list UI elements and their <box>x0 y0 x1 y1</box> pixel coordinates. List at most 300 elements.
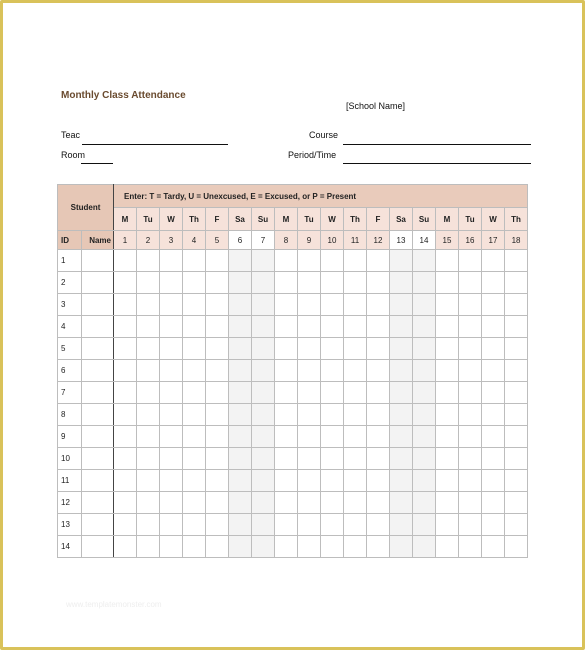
attendance-cell[interactable] <box>275 316 298 338</box>
attendance-cell[interactable] <box>344 250 367 272</box>
attendance-cell[interactable] <box>229 360 252 382</box>
attendance-cell[interactable] <box>344 470 367 492</box>
attendance-cell[interactable] <box>505 316 528 338</box>
attendance-cell[interactable] <box>160 492 183 514</box>
attendance-cell[interactable] <box>183 316 206 338</box>
attendance-cell[interactable] <box>459 360 482 382</box>
date-header: 5 <box>206 231 229 250</box>
attendance-cell[interactable] <box>252 536 275 558</box>
attendance-cell[interactable] <box>206 470 229 492</box>
attendance-cell[interactable] <box>482 338 505 360</box>
attendance-cell[interactable] <box>298 382 321 404</box>
course-field-line[interactable] <box>343 144 531 145</box>
attendance-cell[interactable] <box>275 404 298 426</box>
attendance-cell[interactable] <box>482 492 505 514</box>
attendance-cell[interactable] <box>160 426 183 448</box>
attendance-cell[interactable] <box>321 514 344 536</box>
attendance-cell[interactable] <box>482 470 505 492</box>
attendance-cell[interactable] <box>413 470 436 492</box>
attendance-cell[interactable] <box>482 536 505 558</box>
day-header: Th <box>505 208 528 231</box>
attendance-cell[interactable] <box>114 316 137 338</box>
attendance-cell[interactable] <box>229 404 252 426</box>
attendance-cell[interactable] <box>344 338 367 360</box>
attendance-cell[interactable] <box>390 426 413 448</box>
attendance-cell[interactable] <box>344 426 367 448</box>
attendance-cell[interactable] <box>298 426 321 448</box>
table-row <box>58 492 528 514</box>
attendance-cell[interactable] <box>137 514 160 536</box>
attendance-cell[interactable] <box>206 426 229 448</box>
attendance-cell[interactable] <box>505 514 528 536</box>
attendance-cell[interactable] <box>252 470 275 492</box>
attendance-cell[interactable] <box>298 316 321 338</box>
attendance-cell[interactable] <box>459 316 482 338</box>
attendance-cell[interactable] <box>505 536 528 558</box>
attendance-cell[interactable] <box>114 250 137 272</box>
attendance-cell[interactable] <box>229 470 252 492</box>
attendance-cell[interactable] <box>114 492 137 514</box>
room-field-line[interactable] <box>81 163 113 164</box>
attendance-cell[interactable] <box>413 382 436 404</box>
attendance-cell[interactable] <box>229 294 252 316</box>
attendance-cell[interactable] <box>367 360 390 382</box>
student-id-cell[interactable]: 7 <box>58 382 82 404</box>
attendance-cell[interactable] <box>367 536 390 558</box>
attendance-cell[interactable] <box>183 492 206 514</box>
attendance-cell[interactable] <box>137 250 160 272</box>
attendance-cell[interactable] <box>229 338 252 360</box>
attendance-cell[interactable] <box>252 448 275 470</box>
attendance-cell[interactable] <box>321 448 344 470</box>
attendance-cell[interactable] <box>183 250 206 272</box>
attendance-cell[interactable] <box>367 294 390 316</box>
date-header: 16 <box>459 231 482 250</box>
attendance-cell[interactable] <box>114 382 137 404</box>
attendance-cell[interactable] <box>459 404 482 426</box>
student-id-cell[interactable]: 9 <box>58 426 82 448</box>
attendance-cell[interactable] <box>436 294 459 316</box>
attendance-cell[interactable] <box>436 382 459 404</box>
student-name-cell[interactable] <box>82 250 114 272</box>
attendance-cell[interactable] <box>459 492 482 514</box>
attendance-cell[interactable] <box>206 514 229 536</box>
attendance-cell[interactable] <box>275 338 298 360</box>
attendance-cell[interactable] <box>252 382 275 404</box>
attendance-cell[interactable] <box>367 514 390 536</box>
attendance-cell[interactable] <box>275 360 298 382</box>
attendance-cell[interactable] <box>390 492 413 514</box>
attendance-cell[interactable] <box>367 492 390 514</box>
attendance-cell[interactable] <box>321 404 344 426</box>
teacher-field-line[interactable] <box>82 144 228 145</box>
student-name-cell[interactable] <box>82 360 114 382</box>
attendance-cell[interactable] <box>436 536 459 558</box>
attendance-cell[interactable] <box>206 294 229 316</box>
student-id-cell[interactable]: 1 <box>58 250 82 272</box>
attendance-cell[interactable] <box>413 272 436 294</box>
attendance-cell[interactable] <box>137 492 160 514</box>
attendance-cell[interactable] <box>367 448 390 470</box>
student-name-cell[interactable] <box>82 382 114 404</box>
attendance-cell[interactable] <box>275 272 298 294</box>
attendance-cell[interactable] <box>321 338 344 360</box>
attendance-cell[interactable] <box>459 536 482 558</box>
attendance-cell[interactable] <box>252 492 275 514</box>
attendance-cell[interactable] <box>436 492 459 514</box>
attendance-cell[interactable] <box>505 294 528 316</box>
attendance-cell[interactable] <box>252 404 275 426</box>
attendance-cell[interactable] <box>459 250 482 272</box>
attendance-cell[interactable] <box>252 294 275 316</box>
attendance-cell[interactable] <box>436 272 459 294</box>
attendance-cell[interactable] <box>482 272 505 294</box>
attendance-cell[interactable] <box>275 514 298 536</box>
attendance-cell[interactable] <box>160 272 183 294</box>
attendance-cell[interactable] <box>137 272 160 294</box>
attendance-cell[interactable] <box>160 294 183 316</box>
attendance-cell[interactable] <box>390 382 413 404</box>
attendance-cell[interactable] <box>505 470 528 492</box>
student-name-cell[interactable] <box>82 338 114 360</box>
attendance-cell[interactable] <box>160 360 183 382</box>
student-id-cell[interactable]: 2 <box>58 272 82 294</box>
attendance-cell[interactable] <box>114 338 137 360</box>
attendance-cell[interactable] <box>206 448 229 470</box>
attendance-cell[interactable] <box>321 382 344 404</box>
attendance-cell[interactable] <box>114 294 137 316</box>
attendance-cell[interactable] <box>459 470 482 492</box>
attendance-cell[interactable] <box>206 382 229 404</box>
attendance-cell[interactable] <box>482 360 505 382</box>
attendance-cell[interactable] <box>413 316 436 338</box>
attendance-cell[interactable] <box>275 492 298 514</box>
attendance-cell[interactable] <box>275 448 298 470</box>
table-row <box>58 272 528 294</box>
date-header: 14 <box>413 231 436 250</box>
attendance-cell[interactable] <box>206 492 229 514</box>
attendance-cell[interactable] <box>114 404 137 426</box>
attendance-cell[interactable] <box>183 536 206 558</box>
attendance-cell[interactable] <box>160 250 183 272</box>
attendance-cell[interactable] <box>505 448 528 470</box>
student-name-cell[interactable] <box>82 294 114 316</box>
attendance-cell[interactable] <box>298 338 321 360</box>
attendance-cell[interactable] <box>114 514 137 536</box>
attendance-cell[interactable] <box>413 514 436 536</box>
attendance-cell[interactable] <box>344 360 367 382</box>
student-id-cell[interactable]: 8 <box>58 404 82 426</box>
attendance-cell[interactable] <box>390 470 413 492</box>
attendance-cell[interactable] <box>137 404 160 426</box>
attendance-cell[interactable] <box>137 360 160 382</box>
attendance-cell[interactable] <box>275 250 298 272</box>
attendance-cell[interactable] <box>482 316 505 338</box>
attendance-cell[interactable] <box>321 426 344 448</box>
attendance-cell[interactable] <box>321 492 344 514</box>
attendance-cell[interactable] <box>160 514 183 536</box>
attendance-cell[interactable] <box>390 404 413 426</box>
attendance-cell[interactable] <box>206 338 229 360</box>
attendance-cell[interactable] <box>505 272 528 294</box>
attendance-cell[interactable] <box>367 404 390 426</box>
attendance-cell[interactable] <box>137 426 160 448</box>
attendance-cell[interactable] <box>321 536 344 558</box>
attendance-cell[interactable] <box>206 404 229 426</box>
attendance-cell[interactable] <box>252 272 275 294</box>
date-header: 4 <box>183 231 206 250</box>
attendance-cell[interactable] <box>206 316 229 338</box>
attendance-cell[interactable] <box>183 514 206 536</box>
attendance-cell[interactable] <box>183 470 206 492</box>
attendance-cell[interactable] <box>229 316 252 338</box>
attendance-cell[interactable] <box>275 536 298 558</box>
attendance-cell[interactable] <box>252 514 275 536</box>
attendance-cell[interactable] <box>114 272 137 294</box>
attendance-cell[interactable] <box>390 514 413 536</box>
attendance-cell[interactable] <box>160 382 183 404</box>
attendance-cell[interactable] <box>436 360 459 382</box>
attendance-cell[interactable] <box>505 492 528 514</box>
student-id-cell[interactable]: 5 <box>58 338 82 360</box>
id-header: ID <box>58 231 82 250</box>
period-time-field-line[interactable] <box>343 163 531 164</box>
attendance-cell[interactable] <box>482 382 505 404</box>
attendance-cell[interactable] <box>137 382 160 404</box>
attendance-cell[interactable] <box>367 316 390 338</box>
attendance-cell[interactable] <box>252 426 275 448</box>
attendance-cell[interactable] <box>505 382 528 404</box>
attendance-cell[interactable] <box>459 272 482 294</box>
attendance-cell[interactable] <box>505 404 528 426</box>
attendance-cell[interactable] <box>459 514 482 536</box>
attendance-cell[interactable] <box>413 426 436 448</box>
attendance-cell[interactable] <box>436 338 459 360</box>
attendance-cell[interactable] <box>436 404 459 426</box>
attendance-cell[interactable] <box>229 448 252 470</box>
attendance-cell[interactable] <box>252 338 275 360</box>
attendance-cell[interactable] <box>436 470 459 492</box>
attendance-cell[interactable] <box>459 338 482 360</box>
attendance-cell[interactable] <box>137 536 160 558</box>
student-name-cell[interactable] <box>82 426 114 448</box>
attendance-cell[interactable] <box>367 250 390 272</box>
student-id-cell[interactable]: 10 <box>58 448 82 470</box>
attendance-cell[interactable] <box>114 448 137 470</box>
attendance-cell[interactable] <box>482 404 505 426</box>
attendance-cell[interactable] <box>344 514 367 536</box>
attendance-cell[interactable] <box>206 250 229 272</box>
attendance-cell[interactable] <box>321 250 344 272</box>
attendance-cell[interactable] <box>413 250 436 272</box>
attendance-cell[interactable] <box>252 360 275 382</box>
attendance-cell[interactable] <box>298 404 321 426</box>
student-name-cell[interactable] <box>82 404 114 426</box>
attendance-cell[interactable] <box>390 536 413 558</box>
attendance-cell[interactable] <box>413 360 436 382</box>
attendance-cell[interactable] <box>344 272 367 294</box>
attendance-cell[interactable] <box>137 448 160 470</box>
attendance-cell[interactable] <box>505 250 528 272</box>
student-name-cell[interactable] <box>82 536 114 558</box>
attendance-cell[interactable] <box>183 404 206 426</box>
attendance-cell[interactable] <box>367 272 390 294</box>
attendance-cell[interactable] <box>275 426 298 448</box>
attendance-cell[interactable] <box>252 316 275 338</box>
student-id-cell[interactable]: 4 <box>58 316 82 338</box>
student-id-cell[interactable]: 6 <box>58 360 82 382</box>
attendance-cell[interactable] <box>321 316 344 338</box>
attendance-cell[interactable] <box>344 448 367 470</box>
student-id-cell[interactable]: 11 <box>58 470 82 492</box>
attendance-cell[interactable] <box>482 514 505 536</box>
attendance-cell[interactable] <box>436 514 459 536</box>
attendance-cell[interactable] <box>367 470 390 492</box>
attendance-cell[interactable] <box>413 448 436 470</box>
day-header: Tu <box>137 208 160 231</box>
attendance-cell[interactable] <box>413 294 436 316</box>
attendance-cell[interactable] <box>206 272 229 294</box>
attendance-cell[interactable] <box>229 426 252 448</box>
attendance-cell[interactable] <box>275 382 298 404</box>
attendance-cell[interactable] <box>390 294 413 316</box>
attendance-cell[interactable] <box>390 338 413 360</box>
attendance-cell[interactable] <box>298 360 321 382</box>
attendance-cell[interactable] <box>390 272 413 294</box>
student-id-cell[interactable]: 12 <box>58 492 82 514</box>
attendance-cell[interactable] <box>183 426 206 448</box>
student-name-cell[interactable] <box>82 272 114 294</box>
student-id-cell[interactable]: 14 <box>58 536 82 558</box>
attendance-cell[interactable] <box>183 338 206 360</box>
attendance-cell[interactable] <box>160 536 183 558</box>
attendance-cell[interactable] <box>459 294 482 316</box>
attendance-cell[interactable] <box>298 536 321 558</box>
attendance-cell[interactable] <box>183 360 206 382</box>
attendance-cell[interactable] <box>344 404 367 426</box>
attendance-cell[interactable] <box>183 294 206 316</box>
attendance-cell[interactable] <box>482 448 505 470</box>
student-name-cell[interactable] <box>82 470 114 492</box>
attendance-cell[interactable] <box>183 448 206 470</box>
attendance-cell[interactable] <box>505 360 528 382</box>
attendance-cell[interactable] <box>298 492 321 514</box>
attendance-cell[interactable] <box>505 426 528 448</box>
attendance-cell[interactable] <box>183 272 206 294</box>
attendance-cell[interactable] <box>436 316 459 338</box>
student-id-cell[interactable]: 13 <box>58 514 82 536</box>
attendance-cell[interactable] <box>229 272 252 294</box>
attendance-cell[interactable] <box>413 338 436 360</box>
attendance-cell[interactable] <box>160 404 183 426</box>
attendance-cell[interactable] <box>413 404 436 426</box>
day-header: F <box>206 208 229 231</box>
attendance-cell[interactable] <box>206 360 229 382</box>
attendance-cell[interactable] <box>344 316 367 338</box>
student-id-cell[interactable]: 3 <box>58 294 82 316</box>
attendance-cell[interactable] <box>459 426 482 448</box>
attendance-cell[interactable] <box>137 338 160 360</box>
table-row <box>58 250 528 272</box>
attendance-cell[interactable] <box>229 536 252 558</box>
attendance-cell[interactable] <box>482 426 505 448</box>
attendance-cell[interactable] <box>482 294 505 316</box>
attendance-cell[interactable] <box>160 316 183 338</box>
day-header: M <box>275 208 298 231</box>
attendance-cell[interactable] <box>367 426 390 448</box>
student-name-cell[interactable] <box>82 514 114 536</box>
attendance-cell[interactable] <box>229 250 252 272</box>
attendance-cell[interactable] <box>459 448 482 470</box>
attendance-cell[interactable] <box>298 250 321 272</box>
attendance-cell[interactable] <box>436 426 459 448</box>
attendance-cell[interactable] <box>137 294 160 316</box>
attendance-cell[interactable] <box>344 492 367 514</box>
attendance-cell[interactable] <box>229 514 252 536</box>
attendance-cell[interactable] <box>252 250 275 272</box>
watermark: www.templatemonster.com <box>66 600 162 609</box>
day-header: Sa <box>229 208 252 231</box>
attendance-cell[interactable] <box>505 338 528 360</box>
attendance-cell[interactable] <box>482 250 505 272</box>
attendance-cell[interactable] <box>206 536 229 558</box>
attendance-cell[interactable] <box>298 514 321 536</box>
attendance-cell[interactable] <box>344 536 367 558</box>
attendance-cell[interactable] <box>413 492 436 514</box>
attendance-cell[interactable] <box>298 448 321 470</box>
attendance-cell[interactable] <box>160 448 183 470</box>
attendance-cell[interactable] <box>275 470 298 492</box>
attendance-cell[interactable] <box>114 360 137 382</box>
attendance-cell[interactable] <box>160 470 183 492</box>
attendance-cell[interactable] <box>321 360 344 382</box>
attendance-cell[interactable] <box>321 272 344 294</box>
attendance-cell[interactable] <box>275 294 298 316</box>
attendance-cell[interactable] <box>114 536 137 558</box>
attendance-cell[interactable] <box>229 492 252 514</box>
attendance-cell[interactable] <box>413 536 436 558</box>
date-header: 2 <box>137 231 160 250</box>
student-name-cell[interactable] <box>82 316 114 338</box>
attendance-cell[interactable] <box>298 470 321 492</box>
attendance-cell[interactable] <box>183 382 206 404</box>
attendance-cell[interactable] <box>436 250 459 272</box>
attendance-cell[interactable] <box>298 272 321 294</box>
attendance-cell[interactable] <box>114 426 137 448</box>
attendance-cell[interactable] <box>367 382 390 404</box>
attendance-cell[interactable] <box>344 382 367 404</box>
attendance-cell[interactable] <box>436 448 459 470</box>
student-name-cell[interactable] <box>82 492 114 514</box>
attendance-cell[interactable] <box>298 294 321 316</box>
attendance-cell[interactable] <box>160 338 183 360</box>
attendance-cell[interactable] <box>390 448 413 470</box>
attendance-cell[interactable] <box>229 382 252 404</box>
attendance-cell[interactable] <box>321 294 344 316</box>
attendance-cell[interactable] <box>390 316 413 338</box>
attendance-cell[interactable] <box>114 470 137 492</box>
attendance-cell[interactable] <box>367 338 390 360</box>
attendance-cell[interactable] <box>459 382 482 404</box>
attendance-cell[interactable] <box>137 470 160 492</box>
day-header: F <box>367 208 390 231</box>
attendance-cell[interactable] <box>390 250 413 272</box>
attendance-cell[interactable] <box>344 294 367 316</box>
attendance-cell[interactable] <box>390 360 413 382</box>
attendance-cell[interactable] <box>137 316 160 338</box>
student-name-cell[interactable] <box>82 448 114 470</box>
attendance-cell[interactable] <box>321 470 344 492</box>
